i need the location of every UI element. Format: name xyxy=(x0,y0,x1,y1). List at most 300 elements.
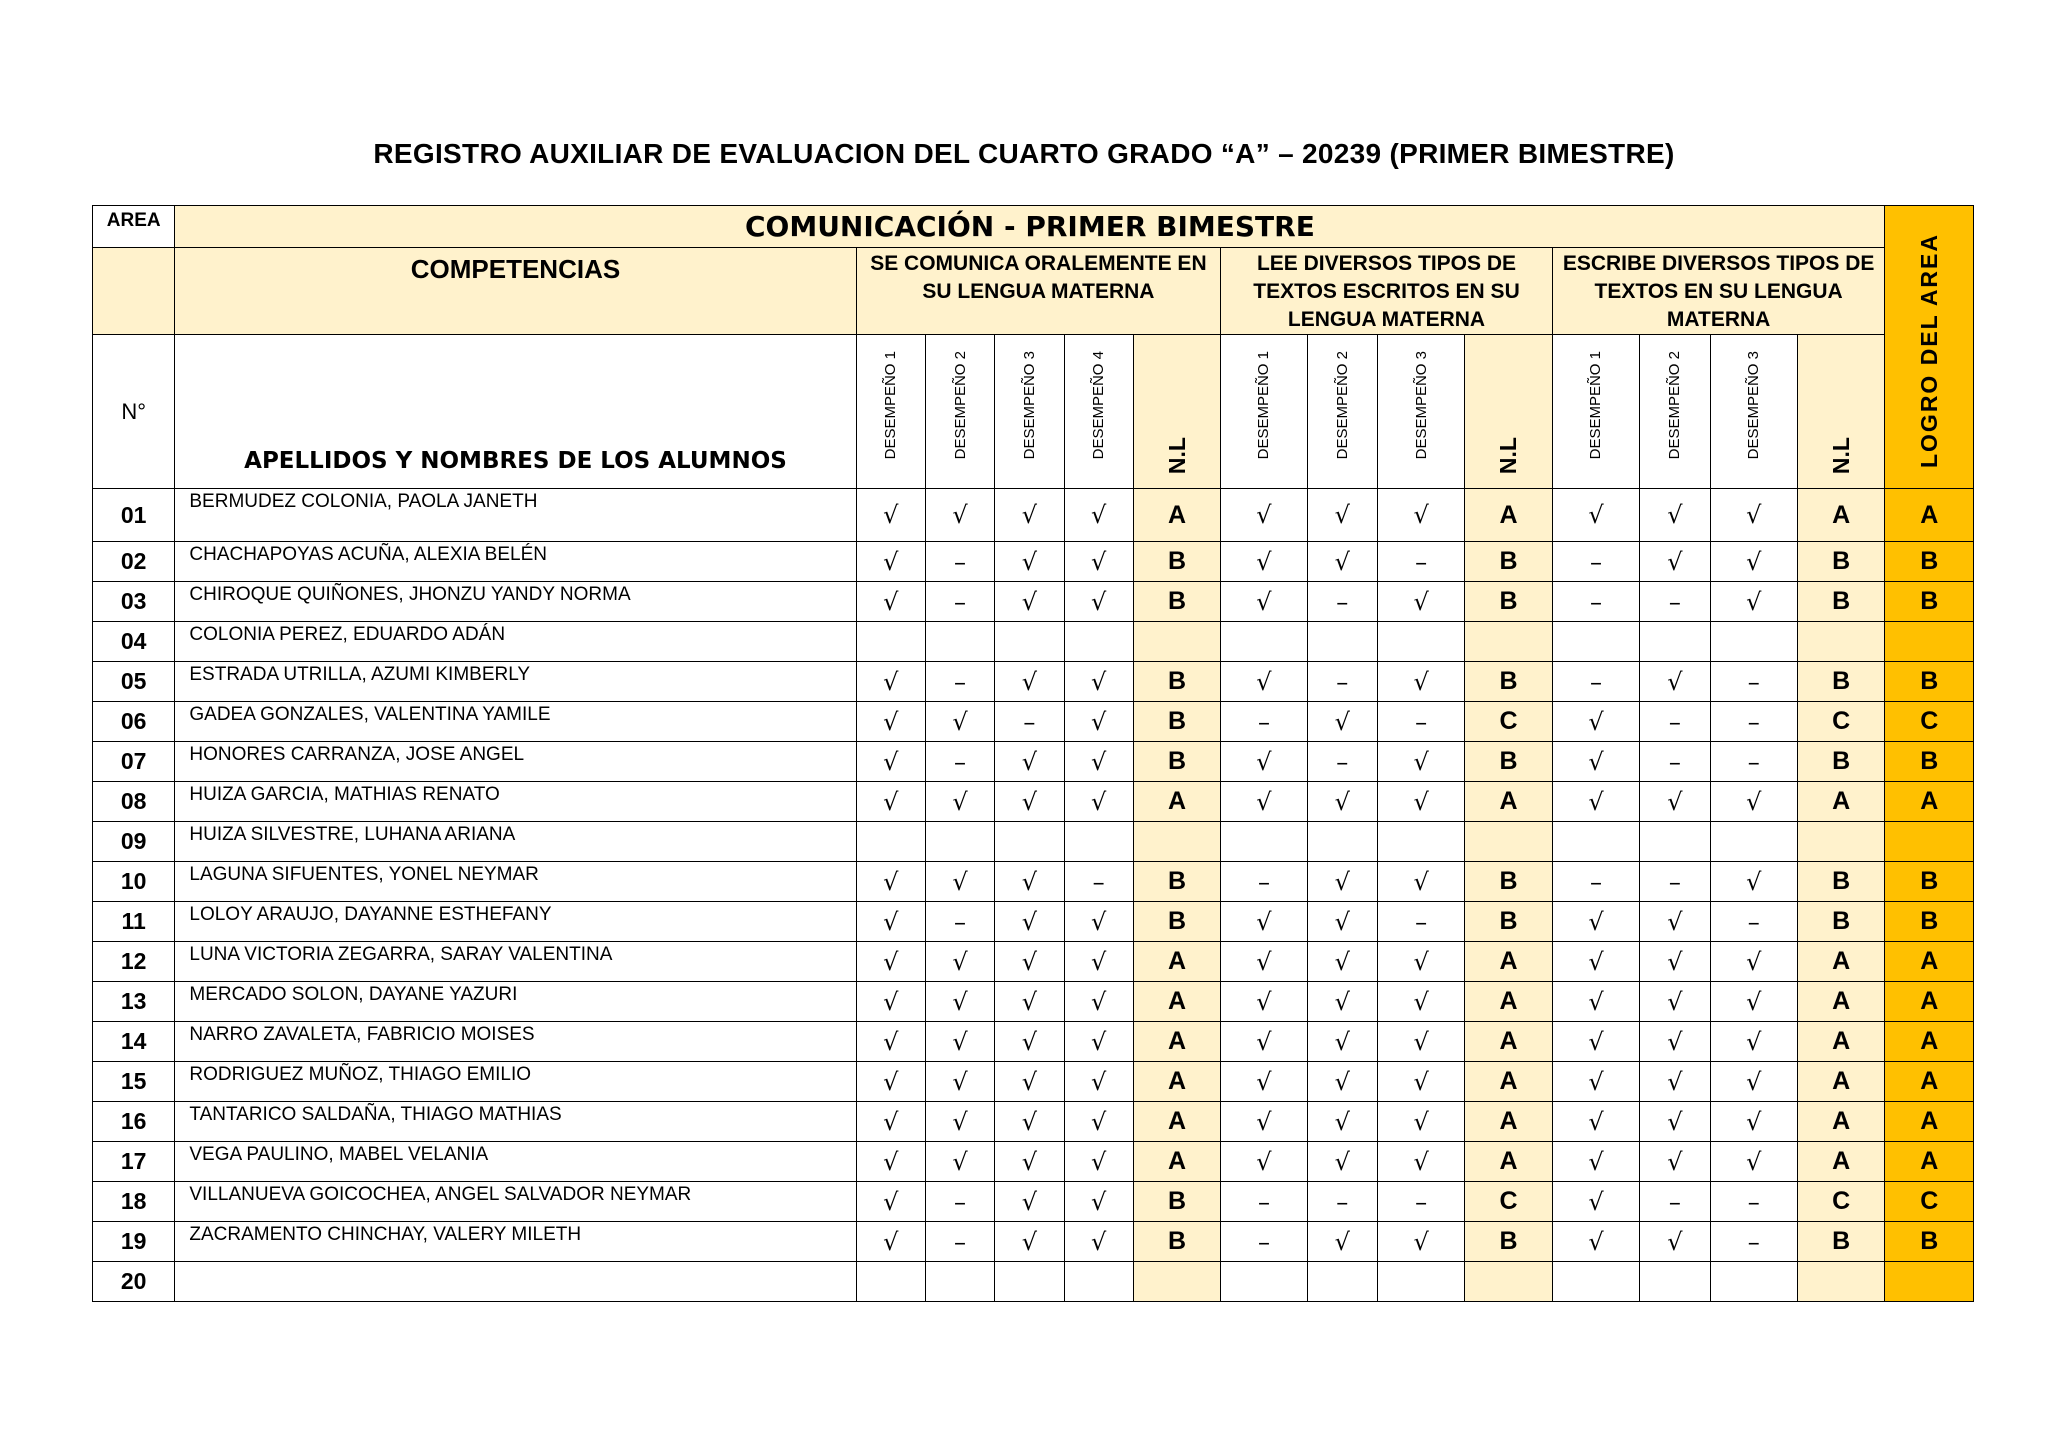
desempeno-mark: √ xyxy=(1710,782,1797,822)
desempeno-mark: √ xyxy=(1307,902,1377,942)
nl-grade: A xyxy=(1133,1102,1220,1142)
desempeno-mark: √ xyxy=(1552,942,1639,982)
nl-grade: A xyxy=(1133,1062,1220,1102)
desempeno-mark: – xyxy=(1221,702,1307,742)
desempeno-mark: √ xyxy=(856,782,925,822)
desempeno-mark: – xyxy=(1710,1182,1797,1222)
nl-grade: B xyxy=(1133,662,1220,702)
table-row xyxy=(93,742,1974,782)
nl-grade: A xyxy=(1465,1102,1552,1142)
desempeno-mark xyxy=(995,622,1064,662)
table-row xyxy=(93,1062,1974,1102)
student-name: VILLANUEVA GOICOCHEA, ANGEL SALVADOR NEYMAR xyxy=(175,1182,856,1222)
nl-grade xyxy=(1133,1262,1220,1302)
desempeno-mark: – xyxy=(925,1222,994,1262)
student-name: RODRIGUEZ MUÑOZ, THIAGO EMILIO xyxy=(175,1062,856,1102)
desempeno-mark: √ xyxy=(856,1182,925,1222)
desempeno-header: DESEMPEÑO 3 xyxy=(995,335,1064,489)
logro-area-label: LOGRO DEL AREA xyxy=(1915,232,1942,468)
student-name: GADEA GONZALES, VALENTINA YAMILE xyxy=(175,702,856,742)
desempeno-mark: – xyxy=(925,542,994,582)
desempeno-mark xyxy=(1307,622,1377,662)
desempeno-header: DESEMPEÑO 4 xyxy=(1064,335,1133,489)
nl-grade: C xyxy=(1797,1182,1885,1222)
desempeno-mark xyxy=(1552,822,1639,862)
desempeno-mark: √ xyxy=(1640,1142,1710,1182)
student-name: ZACRAMENTO CHINCHAY, VALERY MILETH xyxy=(175,1222,856,1262)
desempeno-mark: – xyxy=(1710,662,1797,702)
desempeno-mark: √ xyxy=(1640,542,1710,582)
table-row xyxy=(93,1022,1974,1062)
desempeno-mark: √ xyxy=(995,742,1064,782)
student-number: 15 xyxy=(93,1062,175,1102)
logro-grade: A xyxy=(1885,1142,1974,1182)
desempeno-mark: √ xyxy=(1640,782,1710,822)
desempeno-mark: √ xyxy=(1377,1022,1464,1062)
desempeno-header: DESEMPEÑO 3 xyxy=(1710,335,1797,489)
desempeno-mark: √ xyxy=(856,982,925,1022)
desempeno-mark xyxy=(856,822,925,862)
student-number: 07 xyxy=(93,742,175,782)
nl-grade: A xyxy=(1133,982,1220,1022)
nl-grade: B xyxy=(1133,1222,1220,1262)
desempeno-mark: √ xyxy=(1307,1022,1377,1062)
desempeno-mark: √ xyxy=(1064,1062,1133,1102)
student-number: 04 xyxy=(93,622,175,662)
desempeno-mark xyxy=(856,622,925,662)
desempeno-mark: √ xyxy=(995,1182,1064,1222)
desempeno-mark xyxy=(1552,1262,1639,1302)
table-row xyxy=(93,582,1974,622)
desempeno-mark: √ xyxy=(1377,1062,1464,1102)
desempeno-mark xyxy=(925,1262,994,1302)
desempeno-mark: √ xyxy=(1221,902,1307,942)
desempeno-mark: √ xyxy=(1307,1062,1377,1102)
table-row xyxy=(93,1262,1974,1302)
student-name: MERCADO SOLON, DAYANE YAZURI xyxy=(175,982,856,1022)
desempeno-mark: √ xyxy=(925,1142,994,1182)
nl-grade: A xyxy=(1797,489,1885,542)
nl-grade xyxy=(1133,622,1220,662)
desempeno-mark: √ xyxy=(1640,902,1710,942)
student-number: 01 xyxy=(93,489,175,542)
desempeno-mark xyxy=(856,1262,925,1302)
desempeno-mark: √ xyxy=(1552,1182,1639,1222)
nl-grade: A xyxy=(1133,942,1220,982)
nl-grade: A xyxy=(1133,782,1220,822)
student-number: 11 xyxy=(93,902,175,942)
desempeno-mark: √ xyxy=(1064,542,1133,582)
nl-grade: B xyxy=(1465,862,1552,902)
competencias-label: COMPETENCIAS xyxy=(175,248,856,335)
desempeno-mark xyxy=(925,622,994,662)
desempeno-mark: – xyxy=(1710,742,1797,782)
table-row xyxy=(93,622,1974,662)
nl-grade: A xyxy=(1797,942,1885,982)
nl-grade: B xyxy=(1133,1182,1220,1222)
nl-grade xyxy=(1797,622,1885,662)
area-label: AREA xyxy=(93,206,175,248)
table-row xyxy=(93,702,1974,742)
desempeno-mark: √ xyxy=(995,489,1064,542)
desempeno-mark: – xyxy=(1640,582,1710,622)
desempeno-mark xyxy=(1221,622,1307,662)
desempeno-mark: √ xyxy=(1377,942,1464,982)
desempeno-mark: √ xyxy=(856,1022,925,1062)
desempeno-mark: √ xyxy=(1307,782,1377,822)
nl-grade: A xyxy=(1465,942,1552,982)
student-number: 08 xyxy=(93,782,175,822)
desempeno-mark: – xyxy=(1710,1222,1797,1262)
desempeno-mark: √ xyxy=(1377,1222,1464,1262)
desempeno-mark: √ xyxy=(1552,489,1639,542)
desempeno-mark: √ xyxy=(1064,942,1133,982)
desempeno-header: DESEMPEÑO 2 xyxy=(925,335,994,489)
desempeno-mark: √ xyxy=(1307,942,1377,982)
nl-grade xyxy=(1797,822,1885,862)
desempeno-mark: √ xyxy=(995,1022,1064,1062)
desempeno-mark xyxy=(1307,822,1377,862)
logro-grade: B xyxy=(1885,902,1974,942)
desempeno-mark: √ xyxy=(925,782,994,822)
nl-grade xyxy=(1133,822,1220,862)
nl-grade: A xyxy=(1133,1022,1220,1062)
desempeno-mark: – xyxy=(1377,902,1464,942)
desempeno-mark: √ xyxy=(1710,1022,1797,1062)
desempeno-header: DESEMPEÑO 1 xyxy=(856,335,925,489)
desempeno-mark: √ xyxy=(1221,1142,1307,1182)
logro-grade: A xyxy=(1885,489,1974,542)
nl-grade xyxy=(1797,1262,1885,1302)
nl-grade: B xyxy=(1465,902,1552,942)
desempeno-mark: √ xyxy=(1221,662,1307,702)
logro-grade: B xyxy=(1885,862,1974,902)
desempeno-mark: √ xyxy=(1221,582,1307,622)
table-row xyxy=(93,542,1974,582)
desempeno-mark xyxy=(1377,822,1464,862)
logro-grade xyxy=(1885,822,1974,862)
nl-grade: C xyxy=(1465,1182,1552,1222)
student-number: 18 xyxy=(93,1182,175,1222)
logro-grade: A xyxy=(1885,942,1974,982)
desempeno-mark: √ xyxy=(856,1222,925,1262)
desempeno-mark: √ xyxy=(1377,782,1464,822)
student-number: 20 xyxy=(93,1262,175,1302)
nl-grade: A xyxy=(1797,1062,1885,1102)
desempeno-mark: √ xyxy=(1710,1142,1797,1182)
student-name: LUNA VICTORIA ZEGARRA, SARAY VALENTINA xyxy=(175,942,856,982)
desempeno-mark: √ xyxy=(995,1102,1064,1142)
table-row xyxy=(93,1182,1974,1222)
student-number: 03 xyxy=(93,582,175,622)
table-row xyxy=(93,982,1974,1022)
logro-grade: B xyxy=(1885,582,1974,622)
student-name: LOLOY ARAUJO, DAYANNE ESTHEFANY xyxy=(175,902,856,942)
nl-grade: B xyxy=(1133,902,1220,942)
nl-grade: A xyxy=(1797,782,1885,822)
desempeno-mark: √ xyxy=(1221,742,1307,782)
logro-grade: B xyxy=(1885,542,1974,582)
desempeno-mark: √ xyxy=(1307,982,1377,1022)
desempeno-mark: – xyxy=(1552,582,1639,622)
desempeno-mark: √ xyxy=(1064,1222,1133,1262)
desempeno-mark: √ xyxy=(856,582,925,622)
names-column-header: APELLIDOS Y NOMBRES DE LOS ALUMNOS xyxy=(175,335,856,489)
nl-grade: A xyxy=(1797,1102,1885,1142)
desempeno-mark: √ xyxy=(925,489,994,542)
desempeno-mark xyxy=(1377,622,1464,662)
desempeno-header: DESEMPEÑO 2 xyxy=(1640,335,1710,489)
desempeno-mark: √ xyxy=(1377,582,1464,622)
area-title: COMUNICACIÓN - PRIMER BIMESTRE xyxy=(175,206,1885,248)
desempeno-mark: √ xyxy=(1377,1102,1464,1142)
desempeno-mark: – xyxy=(925,902,994,942)
nl-grade: B xyxy=(1133,542,1220,582)
desempeno-mark: √ xyxy=(1377,662,1464,702)
desempeno-header: DESEMPEÑO 3 xyxy=(1377,335,1464,489)
nl-grade: B xyxy=(1133,702,1220,742)
desempeno-mark: √ xyxy=(1064,1182,1133,1222)
student-name: COLONIA PEREZ, EDUARDO ADÁN xyxy=(175,622,856,662)
nl-header: N.L xyxy=(1133,335,1220,489)
student-name: CHACHAPOYAS ACUÑA, ALEXIA BELÉN xyxy=(175,542,856,582)
table-row xyxy=(93,782,1974,822)
nl-grade: B xyxy=(1465,662,1552,702)
desempeno-mark: √ xyxy=(1552,1142,1639,1182)
nl-grade: B xyxy=(1797,662,1885,702)
logro-grade xyxy=(1885,1262,1974,1302)
desempeno-mark xyxy=(1640,622,1710,662)
nl-grade: A xyxy=(1133,489,1220,542)
nl-grade: B xyxy=(1133,582,1220,622)
desempeno-mark: √ xyxy=(1710,942,1797,982)
desempeno-mark: √ xyxy=(856,662,925,702)
table-row xyxy=(93,822,1974,862)
desempeno-mark: √ xyxy=(925,702,994,742)
desempeno-mark xyxy=(1710,1262,1797,1302)
desempeno-mark: √ xyxy=(995,982,1064,1022)
desempeno-mark: √ xyxy=(1710,489,1797,542)
nl-grade: B xyxy=(1133,862,1220,902)
desempeno-header: DESEMPEÑO 1 xyxy=(1221,335,1307,489)
desempeno-mark: – xyxy=(1221,862,1307,902)
desempeno-mark: √ xyxy=(856,489,925,542)
student-number: 12 xyxy=(93,942,175,982)
desempeno-mark xyxy=(1221,1262,1307,1302)
nl-grade: B xyxy=(1797,1222,1885,1262)
nl-grade: B xyxy=(1465,742,1552,782)
desempeno-mark: √ xyxy=(1640,662,1710,702)
desempeno-mark: – xyxy=(1307,742,1377,782)
desempeno-mark: √ xyxy=(1377,1142,1464,1182)
desempeno-mark: √ xyxy=(925,1062,994,1102)
desempeno-mark: √ xyxy=(1064,1102,1133,1142)
desempeno-mark: √ xyxy=(1221,782,1307,822)
logro-grade: C xyxy=(1885,1182,1974,1222)
desempeno-mark: – xyxy=(1307,582,1377,622)
desempeno-mark: – xyxy=(925,742,994,782)
desempeno-mark: √ xyxy=(1377,982,1464,1022)
student-name: HUIZA SILVESTRE, LUHANA ARIANA xyxy=(175,822,856,862)
desempeno-mark: √ xyxy=(1552,782,1639,822)
desempeno-mark: √ xyxy=(856,542,925,582)
desempeno-mark: √ xyxy=(1064,902,1133,942)
desempenos-row xyxy=(93,335,1974,489)
nl-grade: B xyxy=(1465,582,1552,622)
desempeno-mark: √ xyxy=(1377,742,1464,782)
desempeno-mark: – xyxy=(995,702,1064,742)
document-title: REGISTRO AUXILIAR DE EVALUACION DEL CUARTO GRADO “A” – 20239 (PRIMER BIMESTRE) xyxy=(373,138,1675,169)
desempeno-mark: √ xyxy=(1221,982,1307,1022)
desempeno-mark: – xyxy=(1307,662,1377,702)
desempeno-mark: √ xyxy=(1064,702,1133,742)
nl-header: N.L xyxy=(1797,335,1885,489)
desempeno-mark: √ xyxy=(1064,582,1133,622)
desempeno-mark: √ xyxy=(1640,489,1710,542)
blank-header-cell xyxy=(93,248,175,335)
desempeno-mark xyxy=(1710,822,1797,862)
desempeno-mark: √ xyxy=(1064,742,1133,782)
nl-grade xyxy=(1465,622,1552,662)
desempeno-mark: √ xyxy=(995,1062,1064,1102)
desempeno-mark: √ xyxy=(856,742,925,782)
logro-grade: A xyxy=(1885,1062,1974,1102)
student-name: CHIROQUE QUIÑONES, JHONZU YANDY NORMA xyxy=(175,582,856,622)
desempeno-mark: – xyxy=(1640,742,1710,782)
table-row xyxy=(93,902,1974,942)
logro-grade: A xyxy=(1885,1102,1974,1142)
desempeno-mark: √ xyxy=(856,1062,925,1102)
nl-grade: B xyxy=(1133,742,1220,782)
desempeno-mark: √ xyxy=(1377,489,1464,542)
student-name: ESTRADA UTRILLA, AZUMI KIMBERLY xyxy=(175,662,856,702)
desempeno-mark: √ xyxy=(925,982,994,1022)
desempeno-mark: √ xyxy=(1221,1062,1307,1102)
desempeno-mark: √ xyxy=(1064,782,1133,822)
table-row xyxy=(93,489,1974,542)
desempeno-mark: – xyxy=(925,582,994,622)
desempeno-mark: √ xyxy=(1221,489,1307,542)
desempeno-mark: √ xyxy=(1064,1142,1133,1182)
nl-grade: B xyxy=(1465,1222,1552,1262)
desempeno-mark: √ xyxy=(1221,942,1307,982)
desempeno-mark: √ xyxy=(925,1022,994,1062)
desempeno-mark: √ xyxy=(1307,702,1377,742)
desempeno-mark xyxy=(995,1262,1064,1302)
student-number: 02 xyxy=(93,542,175,582)
desempeno-mark: √ xyxy=(995,782,1064,822)
desempeno-mark: √ xyxy=(1640,982,1710,1022)
desempeno-mark: √ xyxy=(1552,742,1639,782)
competencia-lectura: LEE DIVERSOS TIPOS DE TEXTOS ESCRITOS EN SU LENGUA MATERNA xyxy=(1221,248,1553,335)
desempeno-mark: √ xyxy=(856,902,925,942)
desempeno-mark: √ xyxy=(1221,1022,1307,1062)
student-name: HONORES CARRANZA, JOSE ANGEL xyxy=(175,742,856,782)
nl-grade xyxy=(1465,1262,1552,1302)
desempeno-mark xyxy=(1221,822,1307,862)
desempeno-mark xyxy=(1552,622,1639,662)
desempeno-mark: √ xyxy=(995,662,1064,702)
desempeno-mark: √ xyxy=(1552,1102,1639,1142)
student-number: 14 xyxy=(93,1022,175,1062)
desempeno-mark: √ xyxy=(1710,982,1797,1022)
nl-grade: A xyxy=(1465,982,1552,1022)
desempeno-mark: √ xyxy=(1640,942,1710,982)
student-name: LAGUNA SIFUENTES, YONEL NEYMAR xyxy=(175,862,856,902)
student-name: NARRO ZAVALETA, FABRICIO MOISES xyxy=(175,1022,856,1062)
desempeno-mark: – xyxy=(1377,542,1464,582)
logro-grade: B xyxy=(1885,742,1974,782)
desempeno-mark: √ xyxy=(1552,702,1639,742)
desempeno-mark: √ xyxy=(925,862,994,902)
desempeno-mark: – xyxy=(925,1182,994,1222)
desempeno-mark xyxy=(925,822,994,862)
desempeno-mark xyxy=(1064,622,1133,662)
student-number: 10 xyxy=(93,862,175,902)
desempeno-mark: √ xyxy=(995,942,1064,982)
desempeno-header: DESEMPEÑO 1 xyxy=(1552,335,1639,489)
nl-header: N.L xyxy=(1465,335,1552,489)
logro-grade: C xyxy=(1885,702,1974,742)
desempeno-mark xyxy=(1640,1262,1710,1302)
desempeno-mark: √ xyxy=(1640,1102,1710,1142)
evaluation-register-table xyxy=(92,205,1974,1302)
student-name: VEGA PAULINO, MABEL VELANIA xyxy=(175,1142,856,1182)
desempeno-mark xyxy=(1710,622,1797,662)
desempeno-mark: √ xyxy=(1552,1062,1639,1102)
desempeno-mark: √ xyxy=(925,1102,994,1142)
student-number: 09 xyxy=(93,822,175,862)
desempeno-mark xyxy=(1064,1262,1133,1302)
desempeno-mark: √ xyxy=(925,942,994,982)
desempeno-mark: √ xyxy=(1710,1102,1797,1142)
desempeno-mark: – xyxy=(1710,702,1797,742)
desempeno-mark: √ xyxy=(1710,862,1797,902)
desempeno-mark: √ xyxy=(995,1142,1064,1182)
desempeno-mark: – xyxy=(1377,1182,1464,1222)
desempeno-mark: √ xyxy=(1710,582,1797,622)
competencias-row xyxy=(93,248,1974,335)
nl-grade: B xyxy=(1465,542,1552,582)
desempeno-mark: √ xyxy=(995,1222,1064,1262)
desempeno-mark: √ xyxy=(1064,982,1133,1022)
nl-grade: A xyxy=(1797,982,1885,1022)
student-name: HUIZA GARCIA, MATHIAS RENATO xyxy=(175,782,856,822)
nl-grade: B xyxy=(1797,582,1885,622)
table-row xyxy=(93,1102,1974,1142)
table-row xyxy=(93,1142,1974,1182)
desempeno-mark: √ xyxy=(995,902,1064,942)
desempeno-mark: √ xyxy=(1552,1222,1639,1262)
logro-grade: A xyxy=(1885,1022,1974,1062)
logro-grade: A xyxy=(1885,782,1974,822)
nl-grade: B xyxy=(1797,862,1885,902)
desempeno-mark xyxy=(1640,822,1710,862)
desempeno-mark: – xyxy=(925,662,994,702)
desempeno-header: DESEMPEÑO 2 xyxy=(1307,335,1377,489)
desempeno-mark: √ xyxy=(856,702,925,742)
desempeno-mark: √ xyxy=(1710,542,1797,582)
desempeno-mark: √ xyxy=(995,582,1064,622)
competencia-oral: SE COMUNICA ORALEMENTE EN SU LENGUA MATERNA xyxy=(856,248,1221,335)
nl-grade xyxy=(1465,822,1552,862)
desempeno-mark xyxy=(1307,1262,1377,1302)
desempeno-mark: √ xyxy=(856,862,925,902)
desempeno-mark: √ xyxy=(1064,489,1133,542)
student-name: TANTARICO SALDAÑA, THIAGO MATHIAS xyxy=(175,1102,856,1142)
student-number: 19 xyxy=(93,1222,175,1262)
desempeno-mark: – xyxy=(1221,1182,1307,1222)
